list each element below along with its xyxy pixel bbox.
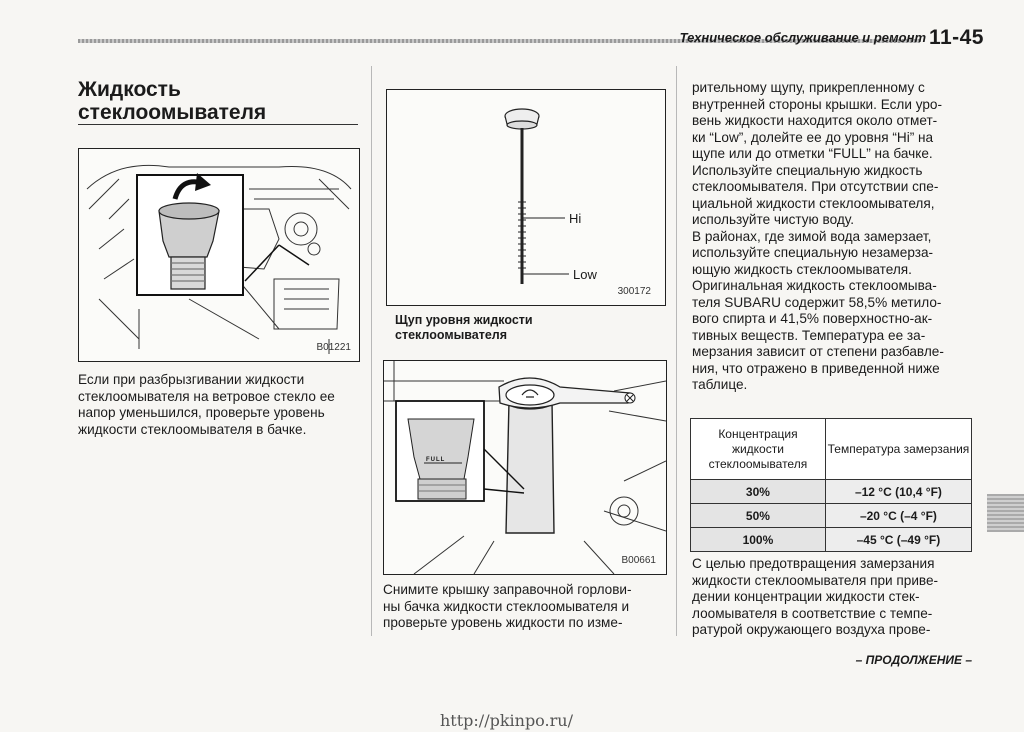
table-cell-temperature: –12 °C (10,4 °F) (825, 480, 971, 504)
figure-code: 300172 (617, 286, 651, 297)
page-number: 11-45 (928, 26, 984, 49)
table-header-concentration: Концентрация жидкости стеклоомывателя (691, 419, 826, 480)
freezing-point-table (690, 418, 972, 552)
column-divider-1 (371, 66, 372, 636)
col3-paragraph-after-table: С целью предотвращения замерзания жидкости стеклоомывателя при приве- дении концентрации жидкости стек- лоомывателя в соответствие с темпе- ратурой окружающего воздуха прове- (692, 556, 939, 637)
filler-neck-figure (383, 360, 667, 575)
column-divider-2 (676, 66, 677, 636)
table-cell-concentration: 30% (691, 480, 826, 504)
col2-paragraph: Снимите крышку заправочной горлови- ны бачка жидкости стеклоомывателя и проверьте уровень жидкости по изме- (383, 582, 632, 630)
section-title: Жидкость стеклоомывателя (78, 78, 267, 124)
running-header: Техническое обслуживание и ремонт (679, 30, 926, 45)
col3-paragraph: рительному щупу, прикрепленному с внутренней стороны крышки. Если уро- вень жидкости находится около отмет- ки “Low”, долейте ее до уровня “Hi” на щупе или до отметки “FULL” на бачке. Используйте специальную жидкость стеклоомывателя. При отсутствии спе- циальной жидкости стеклоомывателя, используйте чистую воду. В районах, где зимой вода замерзает, используйте специальную незамерза- ющую жидкость стеклоомывателя. Оригинальная жидкость стеклоомыва- теля SUBARU содержит 58,5% метило- вого спирта и 41,5% поверхностно-ак- тивных веществ. Температура ее за- мерзания зависит от степени разбавле- ния, что отражено в приведенной ниже таблице. (692, 80, 944, 392)
washer-reservoir-cap-icon (79, 149, 359, 361)
table-row (691, 480, 972, 504)
dipstick-low-label: Low (573, 267, 597, 282)
table-cell-concentration: 50% (691, 504, 826, 528)
dipstick-hi-label: Hi (569, 211, 582, 226)
col1-paragraph: Если при разбрызгивании жидкости стеклоомывателя на ветровое стекло ее напор уменьшился, проверьте уровень жидкости стеклоомывателя в бачке. (78, 372, 335, 437)
full-mark-label: FULL (426, 457, 446, 463)
figure-code: B00661 (621, 555, 656, 566)
table-cell-concentration: 100% (691, 528, 826, 552)
table-row (691, 528, 972, 552)
filler-neck-icon (384, 361, 666, 574)
table-header-row (691, 419, 972, 480)
dipstick-caption: Щуп уровня жидкости стеклоомывателя (395, 313, 533, 342)
figure-code: B01221 (316, 342, 351, 353)
footer-url-link[interactable]: http://pkinpo.ru/ (440, 711, 573, 730)
dipstick-figure (386, 89, 666, 306)
engine-bay-figure (78, 148, 360, 362)
section-title-rule (78, 124, 358, 125)
dipstick-icon (387, 90, 665, 305)
table-cell-temperature: –20 °C (–4 °F) (825, 504, 971, 528)
chapter-side-tab (987, 494, 1024, 532)
continued-marker: – ПРОДОЛЖЕНИЕ – (855, 653, 972, 667)
table-row (691, 504, 972, 528)
table-cell-temperature: –45 °C (–49 °F) (825, 528, 971, 552)
table-header-temperature: Температура замерзания (825, 419, 971, 480)
